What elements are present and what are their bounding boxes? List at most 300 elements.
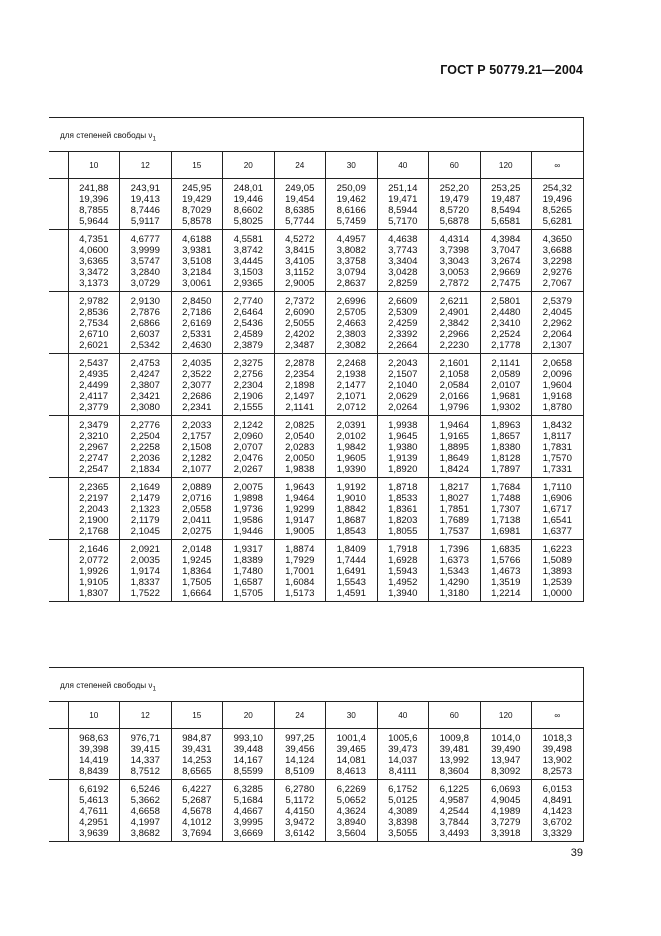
cell-value: 3,7694 (182, 828, 212, 839)
cell-value: 4,6188 (182, 234, 212, 245)
cell-value: 1,8895 (439, 442, 469, 453)
table-caption (49, 118, 583, 152)
column-header: 15 (171, 702, 223, 729)
cell-value: 2,1768 (79, 526, 109, 537)
cell-value: 2,3392 (388, 329, 418, 340)
cell-value: 1,8217 (439, 482, 469, 493)
cell-value: 14,337 (130, 755, 160, 766)
cell-value: 3,9995 (233, 817, 263, 828)
cell-value: 2,4035 (182, 358, 212, 369)
cell-value: 4,3624 (336, 806, 366, 817)
cell-value: 1,8543 (336, 526, 366, 537)
cell-value: 2,0102 (336, 431, 366, 442)
cell-value: 3,9472 (285, 817, 315, 828)
cell-value: 5,6878 (439, 216, 469, 227)
cell-value: 2,0050 (285, 453, 315, 464)
cell-value: 4,7351 (79, 234, 109, 245)
cell-value: 8,6385 (285, 205, 315, 216)
data-cell (377, 729, 429, 780)
cell-value: 2,0267 (233, 464, 263, 475)
data-cell (171, 354, 223, 416)
cell-value: 19,479 (439, 194, 469, 205)
cell-value: 5,9117 (130, 216, 160, 227)
cell-value: 8,5944 (388, 205, 418, 216)
cell-value: 2,3479 (79, 420, 109, 431)
data-cell (377, 230, 429, 292)
data-cell (532, 354, 584, 416)
cell-value: 3,7047 (491, 245, 521, 256)
cell-value: 2,2197 (79, 493, 109, 504)
data-cell (223, 729, 275, 780)
cell-value: 2,3487 (285, 340, 315, 351)
cell-value: 2,1323 (130, 504, 160, 515)
cell-value: 3,9999 (130, 245, 160, 256)
cell-value: 1,9147 (285, 515, 315, 526)
cell-value: 1,9838 (285, 464, 315, 475)
cell-value: 6,0693 (491, 784, 521, 795)
cell-value: 2,2304 (233, 380, 263, 391)
data-cell (429, 354, 481, 416)
cell-value: 1,6717 (542, 504, 572, 515)
cell-value: 2,9365 (233, 278, 263, 289)
cell-value: 245,95 (182, 183, 212, 194)
cell-value: 3,3404 (388, 256, 418, 267)
data-cell (274, 478, 326, 540)
cell-value: 6,3285 (233, 784, 263, 795)
row-stub-cell (49, 179, 68, 230)
cell-value: 2,0275 (182, 526, 212, 537)
cell-value: 39,415 (130, 744, 160, 755)
cell-value: 39,448 (233, 744, 263, 755)
cell-value: 2,1555 (233, 402, 263, 413)
f-table-lower (49, 667, 583, 842)
cell-value: 39,490 (491, 744, 521, 755)
cell-value: 1,9926 (79, 566, 109, 577)
cell-value: 3,0729 (130, 278, 160, 289)
cell-value: 1005,6 (388, 733, 418, 744)
cell-value: 3,0428 (388, 267, 418, 278)
cell-value: 1,9174 (130, 566, 160, 577)
cell-value: 19,487 (491, 194, 521, 205)
row-stub-cell (49, 780, 68, 842)
cell-value: 2,1141 (285, 402, 315, 413)
cell-value: 2,2341 (182, 402, 212, 413)
cell-value: 19,496 (542, 194, 572, 205)
cell-value: 8,6166 (336, 205, 366, 216)
cell-value: 6,0153 (542, 784, 572, 795)
data-cell (532, 230, 584, 292)
table-row-group (49, 179, 583, 230)
data-cell (68, 230, 120, 292)
cell-value: 2,3807 (130, 380, 160, 391)
cell-value: 1,8780 (542, 402, 572, 413)
data-cell (480, 780, 532, 842)
cell-value: 3,9381 (182, 245, 212, 256)
cell-value: 1,7570 (542, 453, 572, 464)
data-cell (377, 540, 429, 602)
cell-value: 13,947 (491, 755, 521, 766)
cell-value: 1,8920 (388, 464, 418, 475)
caption-subscript: 1 (152, 136, 157, 143)
table-row-group (49, 780, 583, 842)
cell-value: 1,7684 (491, 482, 521, 493)
data-cell (532, 729, 584, 780)
cell-value: 1,7396 (439, 544, 469, 555)
cell-value: 2,3210 (79, 431, 109, 442)
cell-value: 2,2258 (130, 442, 160, 453)
cell-value: 2,0107 (491, 380, 521, 391)
cell-value: 2,1307 (542, 340, 572, 351)
cell-value: 19,446 (233, 194, 263, 205)
data-cell (326, 478, 378, 540)
cell-value: 2,3779 (79, 402, 109, 413)
cell-value: 251,14 (388, 183, 418, 194)
cell-value: 2,1778 (491, 340, 521, 351)
data-cell (68, 292, 120, 354)
column-header: 60 (429, 702, 481, 729)
cell-value: 2,1898 (285, 380, 315, 391)
cell-value: 14,253 (182, 755, 212, 766)
cell-value: 4,2544 (439, 806, 469, 817)
cell-value: 1,6906 (542, 493, 572, 504)
data-cell (68, 478, 120, 540)
table-row-group (49, 416, 583, 478)
cell-value: 1,5089 (542, 555, 572, 566)
data-cell (120, 179, 172, 230)
cell-value: 1,8424 (439, 464, 469, 475)
cell-value: 4,3984 (491, 234, 521, 245)
cell-value: 14,167 (233, 755, 263, 766)
cell-value: 1,8649 (439, 453, 469, 464)
cell-value: 1,6587 (233, 577, 263, 588)
cell-value: 1,5343 (439, 566, 469, 577)
cell-value: 2,9005 (285, 278, 315, 289)
row-stub-cell (49, 230, 68, 292)
row-stub-cell (49, 292, 68, 354)
data-cell (120, 540, 172, 602)
table-row-group (49, 292, 583, 354)
caption-text: для степеней свободы ν (60, 131, 153, 141)
data-cell (68, 179, 120, 230)
cell-value: 5,7170 (388, 216, 418, 227)
cell-value: 14,419 (79, 755, 109, 766)
cell-value: 8,5599 (233, 766, 263, 777)
data-cell (120, 780, 172, 842)
cell-value: 1,5943 (388, 566, 418, 577)
column-header: 20 (223, 702, 275, 729)
cell-value: 39,465 (336, 744, 366, 755)
cell-value: 2,2064 (542, 329, 572, 340)
cell-value: 14,081 (336, 755, 366, 766)
cell-value: 1,9192 (336, 482, 366, 493)
cell-value: 6,1752 (388, 784, 418, 795)
cell-value: 3,8682 (130, 828, 160, 839)
column-header: 10 (68, 702, 120, 729)
cell-value: 19,396 (79, 194, 109, 205)
data-cell (171, 478, 223, 540)
data-cell (223, 179, 275, 230)
data-cell (480, 230, 532, 292)
cell-value: 3,1152 (285, 267, 315, 278)
cell-value: 2,2354 (285, 369, 315, 380)
cell-value: 2,1497 (285, 391, 315, 402)
cell-value: 4,8491 (542, 795, 572, 806)
cell-value: 2,4589 (233, 329, 263, 340)
cell-value: 2,2504 (130, 431, 160, 442)
cell-value: 2,2686 (182, 391, 212, 402)
cell-value: 2,0075 (233, 482, 263, 493)
cell-value: 2,2966 (439, 329, 469, 340)
cell-value: 2,8450 (182, 296, 212, 307)
cell-value: 2,6464 (233, 307, 263, 318)
cell-value: 2,4935 (79, 369, 109, 380)
cell-value: 2,2776 (130, 420, 160, 431)
cell-value: 1,7138 (491, 515, 521, 526)
cell-value: 2,4202 (285, 329, 315, 340)
cell-value: 2,4480 (491, 307, 521, 318)
data-cell (377, 179, 429, 230)
cell-value: 2,4753 (130, 358, 160, 369)
cell-value: 2,9669 (491, 267, 521, 278)
cell-value: 2,1242 (233, 420, 263, 431)
cell-value: 2,1141 (491, 358, 521, 369)
cell-value: 2,8637 (336, 278, 366, 289)
cell-value: 2,0707 (233, 442, 263, 453)
cell-value: 1,9446 (233, 526, 263, 537)
data-cell (532, 416, 584, 478)
column-header: 40 (377, 702, 429, 729)
data-cell (429, 540, 481, 602)
cell-value: 4,6658 (130, 806, 160, 817)
data-cell (480, 179, 532, 230)
column-header-row (49, 702, 583, 729)
cell-value: 2,2036 (130, 453, 160, 464)
cell-value: 1,7480 (233, 566, 263, 577)
cell-value: 2,5055 (285, 318, 315, 329)
cell-value: 4,4957 (336, 234, 366, 245)
data-cell (429, 416, 481, 478)
data-cell (326, 780, 378, 842)
column-header: 10 (68, 152, 120, 179)
cell-value: 1,6373 (439, 555, 469, 566)
cell-value: 4,3089 (388, 806, 418, 817)
cell-value: 6,4227 (182, 784, 212, 795)
cell-value: 2,1040 (388, 380, 418, 391)
cell-value: 1,8389 (233, 555, 263, 566)
data-cell (223, 780, 275, 842)
column-header: 60 (429, 152, 481, 179)
cell-value: 8,7855 (79, 205, 109, 216)
cell-value: 5,1684 (233, 795, 263, 806)
cell-value: 3,3918 (491, 828, 521, 839)
column-header: ∞ (532, 702, 584, 729)
data-cell (326, 354, 378, 416)
cell-value: 2,1646 (79, 544, 109, 555)
cell-value: 253,25 (491, 183, 521, 194)
cell-value: 3,9639 (79, 828, 109, 839)
data-cell (480, 292, 532, 354)
data-cell (429, 780, 481, 842)
cell-value: 2,8259 (388, 278, 418, 289)
cell-value: 8,8439 (79, 766, 109, 777)
cell-value: 4,1989 (491, 806, 521, 817)
cell-value: 1,9898 (233, 493, 263, 504)
data-cell (68, 416, 120, 478)
cell-value: 3,6669 (233, 828, 263, 839)
cell-value: 6,2269 (336, 784, 366, 795)
cell-value: 5,8578 (182, 216, 212, 227)
cell-value: 2,2230 (439, 340, 469, 351)
cell-value: 248,01 (233, 183, 263, 194)
cell-value: 19,471 (388, 194, 418, 205)
cell-value: 3,7844 (439, 817, 469, 828)
cell-value: 2,7067 (542, 278, 572, 289)
cell-value: 3,5108 (182, 256, 212, 267)
data-cell (326, 416, 378, 478)
cell-value: 19,454 (285, 194, 315, 205)
cell-value: 3,6702 (542, 817, 572, 828)
cell-value: 1,8361 (388, 504, 418, 515)
data-cell (532, 292, 584, 354)
cell-value: 3,2674 (491, 256, 521, 267)
data-cell (120, 230, 172, 292)
cell-value: 2,0716 (182, 493, 212, 504)
cell-value: 2,1508 (182, 442, 212, 453)
f-distribution-table (49, 117, 584, 602)
cell-value: 3,8415 (285, 245, 315, 256)
cell-value: 2,1834 (130, 464, 160, 475)
cell-value: 1,8307 (79, 588, 109, 599)
cell-value: 2,7372 (285, 296, 315, 307)
caption-text: для степеней свободы ν (60, 681, 153, 691)
cell-value: 3,2840 (130, 267, 160, 278)
cell-value: 3,2184 (182, 267, 212, 278)
cell-value: 1,6664 (182, 588, 212, 599)
cell-value: 2,2043 (79, 504, 109, 515)
data-cell (171, 540, 223, 602)
data-cell (171, 416, 223, 478)
cell-value: 2,6037 (130, 329, 160, 340)
cell-value: 2,1179 (130, 515, 160, 526)
cell-value: 241,88 (79, 183, 109, 194)
cell-value: 1,8432 (542, 420, 572, 431)
cell-value: 3,0053 (439, 267, 469, 278)
cell-value: 19,413 (130, 194, 160, 205)
data-cell (120, 729, 172, 780)
cell-value: 8,4111 (388, 766, 417, 777)
cell-value: 2,6710 (79, 329, 109, 340)
cell-value: 1,9010 (336, 493, 366, 504)
column-header: 15 (171, 152, 223, 179)
cell-value: 4,5678 (182, 806, 212, 817)
cell-value: 1,8027 (439, 493, 469, 504)
cell-value: 2,4045 (542, 307, 572, 318)
cell-value: 4,9587 (439, 795, 469, 806)
data-cell (326, 729, 378, 780)
data-cell (326, 230, 378, 292)
cell-value: 1,7001 (285, 566, 315, 577)
cell-value: 1,9005 (285, 526, 315, 537)
cell-value: 2,0411 (182, 515, 212, 526)
cell-value: 1,8337 (130, 577, 160, 588)
cell-value: 2,6609 (388, 296, 418, 307)
cell-value: 2,5801 (491, 296, 521, 307)
cell-value: 1,9604 (542, 380, 572, 391)
data-cell (274, 540, 326, 602)
cell-value: 1,2214 (491, 588, 521, 599)
cell-value: 2,8536 (79, 307, 109, 318)
cell-value: 3,7743 (388, 245, 418, 256)
data-cell (171, 729, 223, 780)
cell-value: 4,4667 (233, 806, 263, 817)
data-cell (480, 540, 532, 602)
cell-value: 2,5436 (233, 318, 263, 329)
cell-value: 1,8874 (285, 544, 315, 555)
data-cell (377, 478, 429, 540)
cell-value: 5,4613 (79, 795, 109, 806)
cell-value: 968,63 (79, 733, 109, 744)
data-cell (274, 179, 326, 230)
cell-value: 2,7740 (233, 296, 263, 307)
cell-value: 2,2033 (182, 420, 212, 431)
cell-value: 2,6090 (285, 307, 315, 318)
cell-value: 1,4952 (388, 577, 418, 588)
cell-value: 5,3662 (130, 795, 160, 806)
cell-value: 3,0794 (336, 267, 366, 278)
cell-value: 2,4630 (182, 340, 212, 351)
cell-value: 1,4591 (336, 588, 366, 599)
cell-value: 1,7689 (439, 515, 469, 526)
cell-value: 4,0600 (79, 245, 109, 256)
cell-value: 2,0391 (336, 420, 366, 431)
cell-value: 1018,3 (542, 733, 572, 744)
data-cell (223, 540, 275, 602)
cell-value: 3,0061 (182, 278, 212, 289)
cell-value: 1,7918 (388, 544, 418, 555)
cell-value: 984,87 (182, 733, 212, 744)
cell-value: 1,6981 (491, 526, 521, 537)
cell-value: 1,5543 (336, 577, 366, 588)
cell-value: 1,4290 (439, 577, 469, 588)
cell-value: 8,3604 (439, 766, 469, 777)
cell-value: 1,9796 (439, 402, 469, 413)
cell-value: 2,1282 (182, 453, 212, 464)
cell-value: 249,05 (285, 183, 315, 194)
cell-value: 1,9464 (285, 493, 315, 504)
cell-value: 3,7398 (439, 245, 469, 256)
data-cell (377, 780, 429, 842)
cell-value: 2,9276 (542, 267, 572, 278)
column-header: 12 (120, 152, 172, 179)
cell-value: 1,8718 (388, 482, 418, 493)
cell-value: 3,8742 (233, 245, 263, 256)
cell-value: 2,0629 (388, 391, 418, 402)
cell-value: 2,3077 (182, 380, 212, 391)
cell-value: 1,0000 (542, 588, 572, 599)
cell-value: 5,0652 (336, 795, 366, 806)
cell-value: 3,6365 (79, 256, 109, 267)
cell-value: 3,8940 (336, 817, 366, 828)
cell-value: 1,7444 (336, 555, 366, 566)
cell-value: 2,0540 (285, 431, 315, 442)
cell-value: 2,1479 (130, 493, 160, 504)
cell-value: 2,1757 (182, 431, 212, 442)
cell-value: 39,398 (79, 744, 109, 755)
stub-header-cell (49, 702, 68, 729)
data-cell (429, 478, 481, 540)
cell-value: 39,456 (285, 744, 315, 755)
cell-value: 1,8055 (388, 526, 418, 537)
